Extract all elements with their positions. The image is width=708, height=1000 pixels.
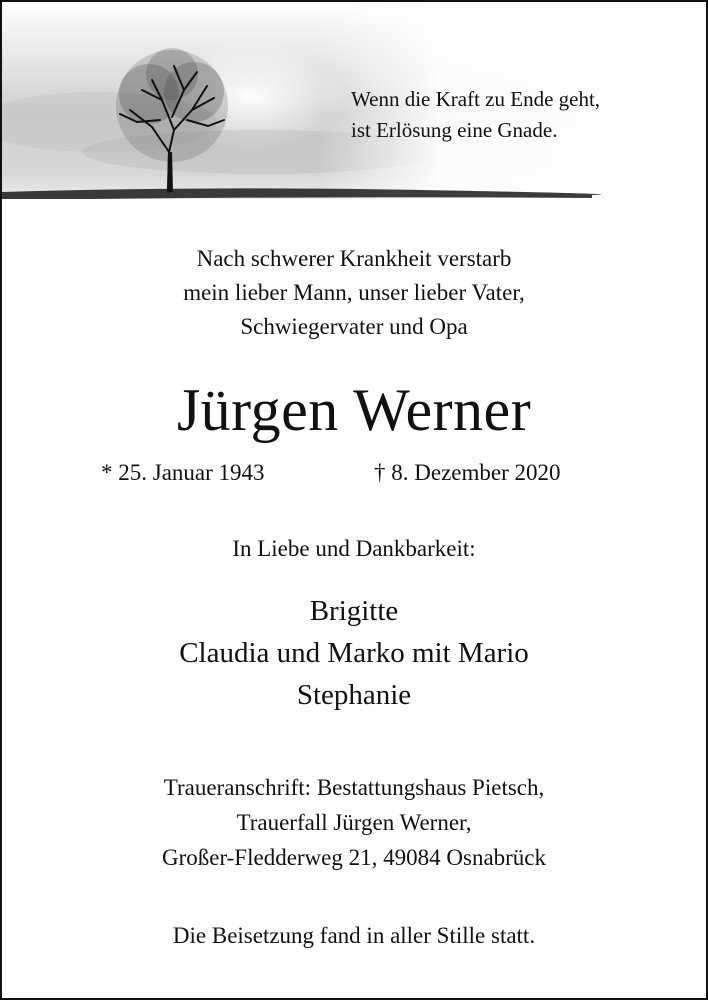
address-line: Traueranschrift: Bestattungshaus Pietsch, [163, 775, 545, 800]
mourning-address [2, 770, 706, 875]
family-member: Stephanie [296, 679, 412, 711]
intro-line: mein lieber Mann, unser lieber Vater, [183, 280, 525, 305]
header-banner [2, 2, 706, 207]
death-date: † 8. Dezember 2020 [374, 460, 561, 485]
birth-date: * 25. Januar 1943 [101, 460, 265, 485]
address-line: Trauerfall Jürgen Werner, [236, 810, 472, 835]
quote-line: ist Erlösung eine Gnade. [351, 118, 558, 142]
intro-line: Schwiegervater und Opa [240, 314, 468, 339]
family-members [2, 590, 706, 716]
quote-line: Wenn die Kraft zu Ende geht, [351, 87, 601, 111]
quote-text [351, 84, 691, 146]
deceased-name: Jürgen Werner [176, 377, 532, 443]
intro-text [2, 242, 706, 344]
family-member: Brigitte [309, 595, 399, 627]
family-member: Claudia und Marko mit Mario [179, 637, 529, 669]
intro-line: Nach schwerer Krankheit verstarb [196, 246, 512, 271]
address-line: Großer-Fledderweg 21, 49084 Osnabrück [161, 845, 547, 870]
burial-note: Die Beisetzung fand in aller Stille statt. [172, 923, 536, 948]
thanks-line: In Liebe und Dankbarkeit: [232, 536, 476, 561]
